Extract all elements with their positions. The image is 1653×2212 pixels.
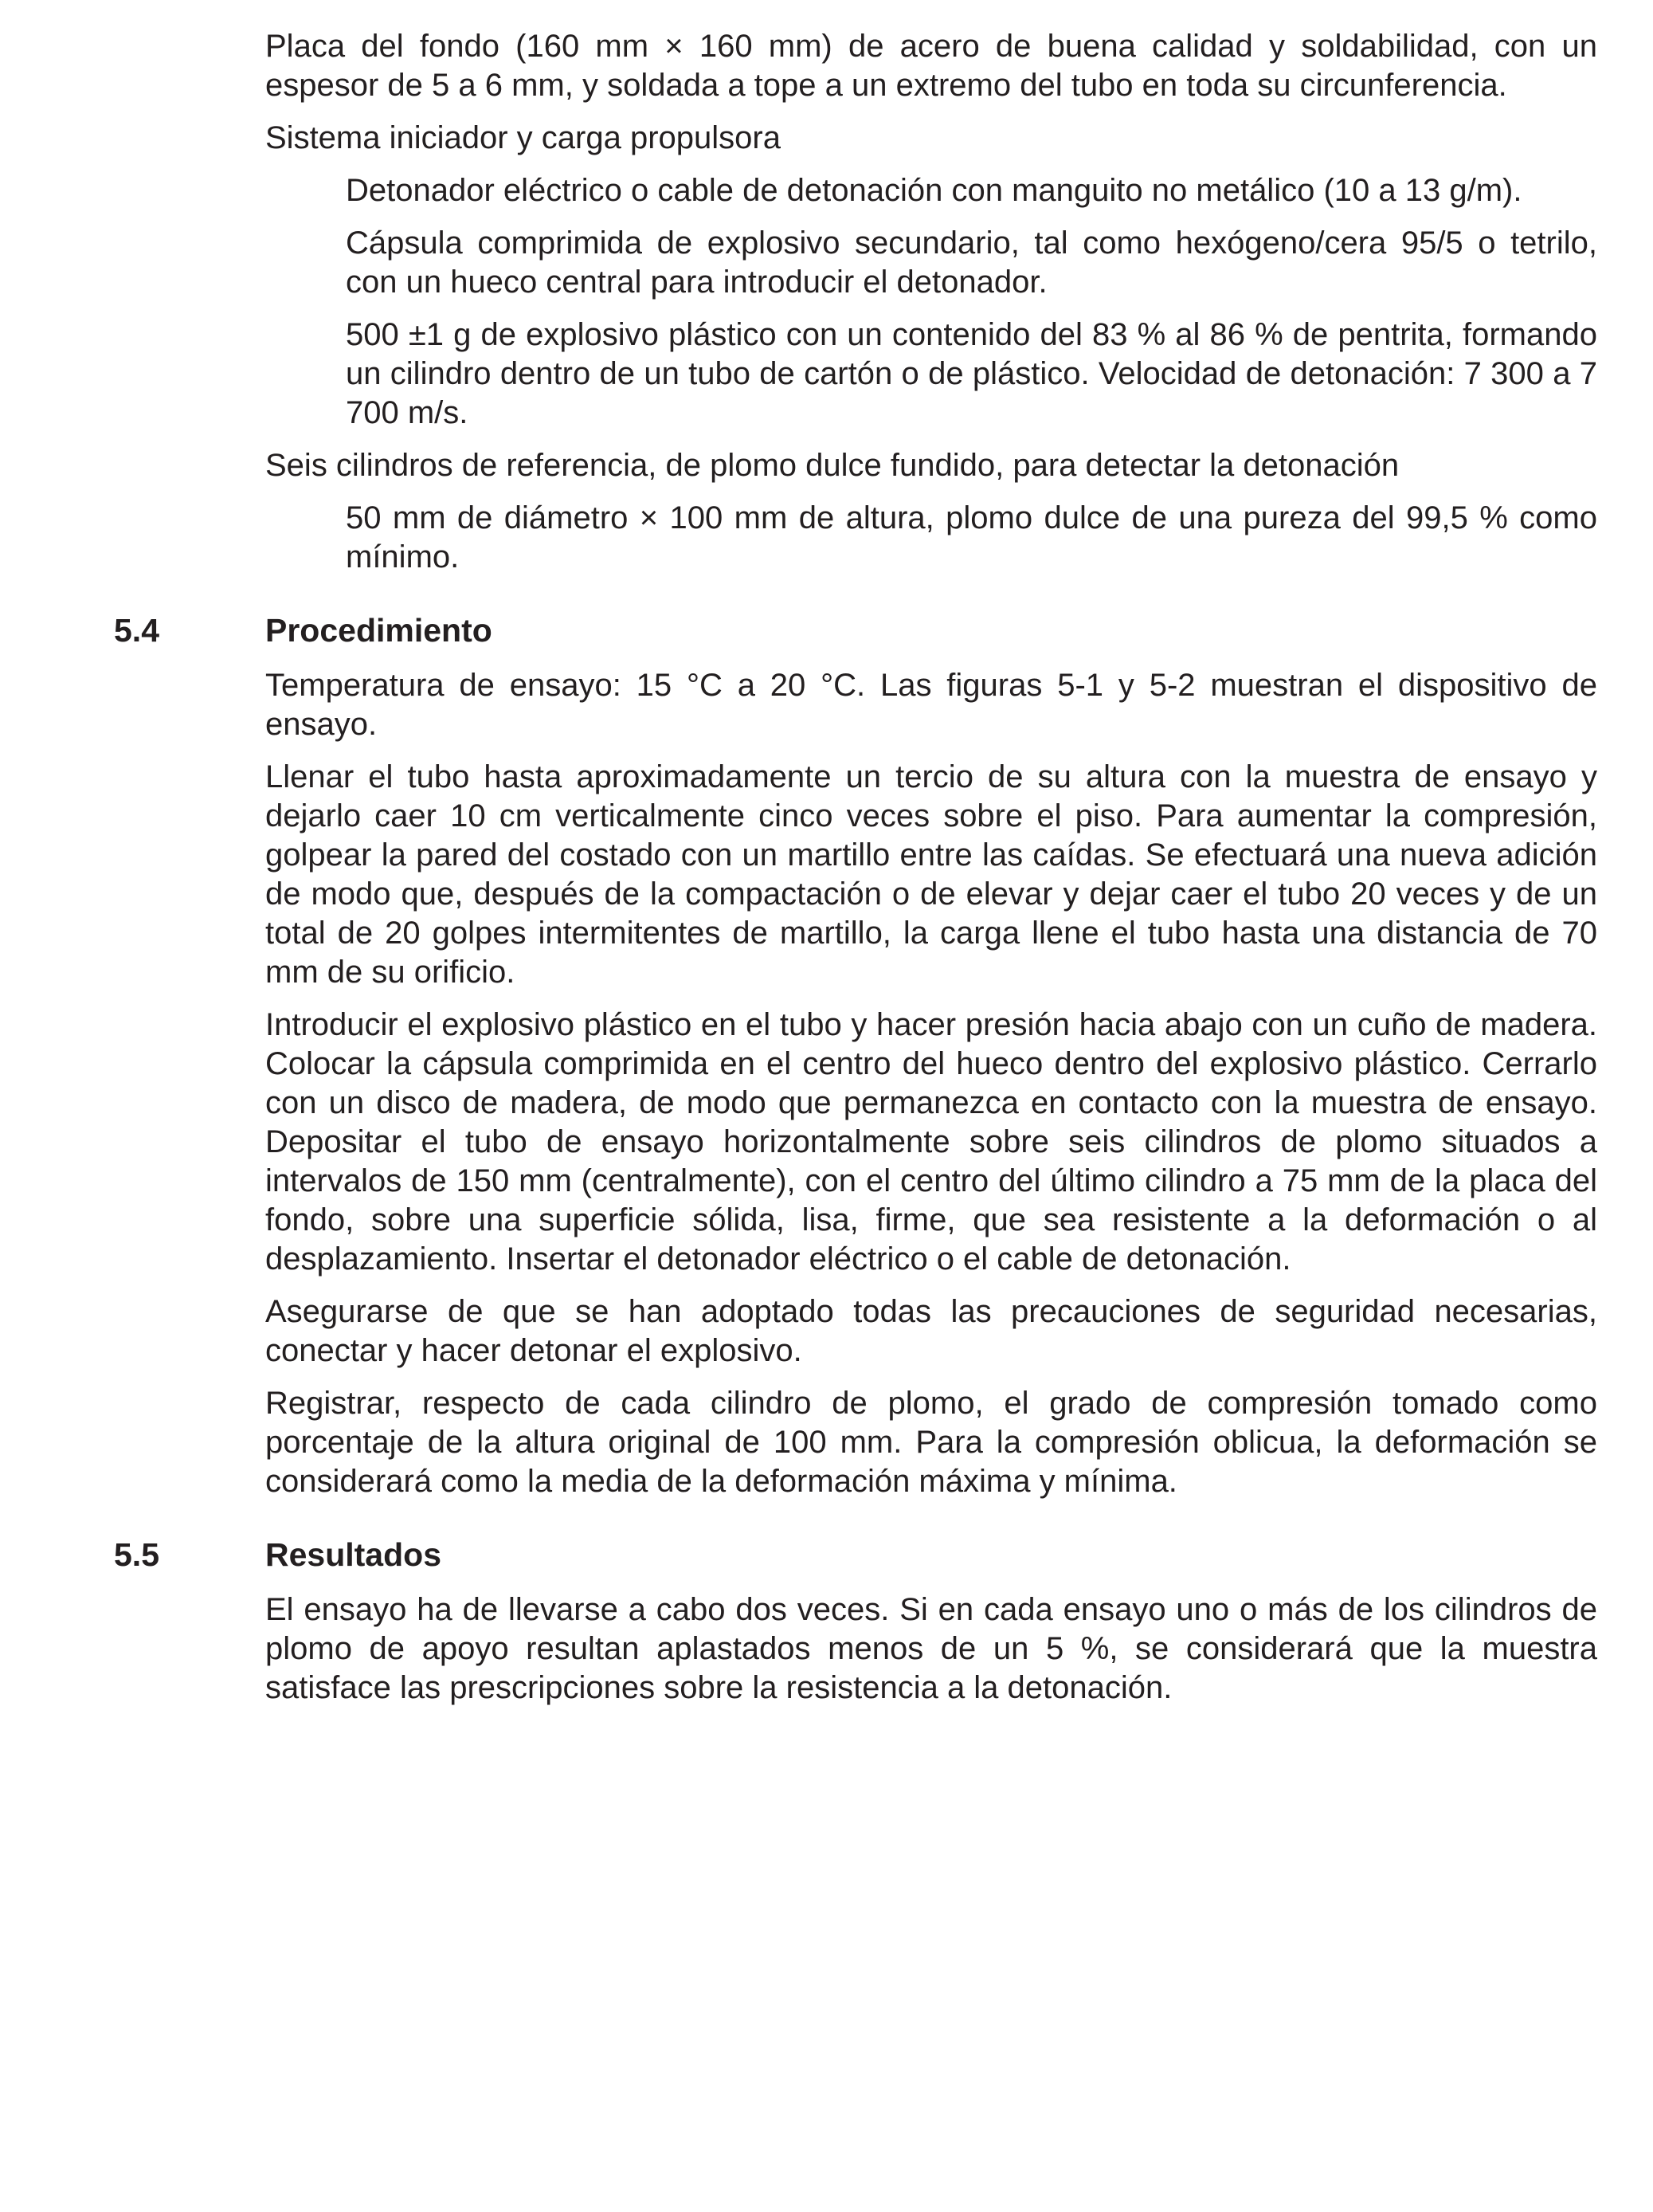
paragraph-results-criteria: El ensayo ha de llevarse a cabo dos veces. Si en cada ensayo uno o más de los cilindros de plomo de apoyo resultan aplastados menos de un 5 %, se considerará que la muestra satisface las prescripciones sobre la resistencia a la detonación. [265,1592,1597,1705]
section-heading-procedimiento [114,610,1597,650]
sub-paragraph-detonator: Detonador eléctrico o cable de detonación con manguito no metálico (10 a 13 g/m). [346,173,1522,208]
paragraph-bottom-plate: Placa del fondo (160 mm × 160 mm) de acero de buena calidad y soldabilidad, con un espesor de 5 a 6 mm, y soldada a tope a un extremo del tubo en toda su circunferencia. [265,29,1597,103]
section-number: 5.5 [114,1536,159,1573]
section-heading-resultados [114,1535,1597,1575]
section-number: 5.4 [114,612,159,649]
section-title: Procedimiento [265,612,492,649]
paragraph-reference-cylinders: Seis cilindros de referencia, de plomo dulce fundido, para detectar la detonación [265,448,1400,483]
sub-paragraph-plastic-explosive: 500 ±1 g de explosivo plástico con un contenido del 83 % al 86 % de pentrita, formando un cilindro dentro de un tubo de cartón o de plástico. Velocidad de detonación: 7 300 a 7 700 m/s. [346,317,1597,430]
paragraph-test-temperature: Temperatura de ensayo: 15 °C a 20 °C. Las figuras 5-1 y 5-2 muestran el dispositivo de ensayo. [265,668,1597,742]
sub-paragraph-booster: Cápsula comprimida de explosivo secundario, tal como hexógeno/cera 95/5 o tetrilo, con un hueco central para introducir el detonador. [346,226,1597,300]
page-content [114,27,1597,1721]
paragraph-initiation-system: Sistema iniciador y carga propulsora [265,120,781,155]
paragraph-filling-tube: Llenar el tubo hasta aproximadamente un tercio de su altura con la muestra de ensayo y dejarlo caer 10 cm verticalmente cinco veces sobre el piso. Para aumentar la compresión, golpear la pared del costado con un martillo entre las caídas. Se efectuará una nueva adición de modo que, después de la compactación o de elevar y dejar caer el tubo 20 veces y de un total de 20 golpes intermitentes de martillo, la carga llene el tubo hasta una distancia de 70 mm de su orificio. [265,759,1597,990]
paragraph-safety-detonate: Asegurarse de que se han adoptado todas las precauciones de seguridad necesarias, conectar y hacer detonar el explosivo. [265,1294,1597,1368]
sub-paragraph-cylinder-specs: 50 mm de diámetro × 100 mm de altura, plomo dulce de una pureza del 99,5 % como mínimo. [346,500,1597,575]
paragraph-record-compression: Registrar, respecto de cada cilindro de plomo, el grado de compresión tomado como porcentaje de la altura original de 100 mm. Para la compresión oblicua, la deformación se considerará como la media de la deformación máxima y mínima. [265,1386,1597,1499]
paragraph-insert-explosive: Introducir el explosivo plástico en el tubo y hacer presión hacia abajo con un cuño de madera. Colocar la cápsula comprimida en el centro del hueco dentro del explosivo plástico. Cerrarlo con un disco de madera, de modo que permanezca en contacto con la muestra de ensayo. Depositar el tubo de ensayo horizontalmente sobre seis cilindros de plomo situados a intervalos de 150 mm (centralmente), con el centro del último cilindro a 75 mm de la placa del fondo, sobre una superficie sólida, lisa, firme, que sea resistente a la deformación o al desplazamiento. Insertar el detonador eléctrico o el cable de detonación. [265,1007,1597,1277]
section-title: Resultados [265,1536,441,1573]
